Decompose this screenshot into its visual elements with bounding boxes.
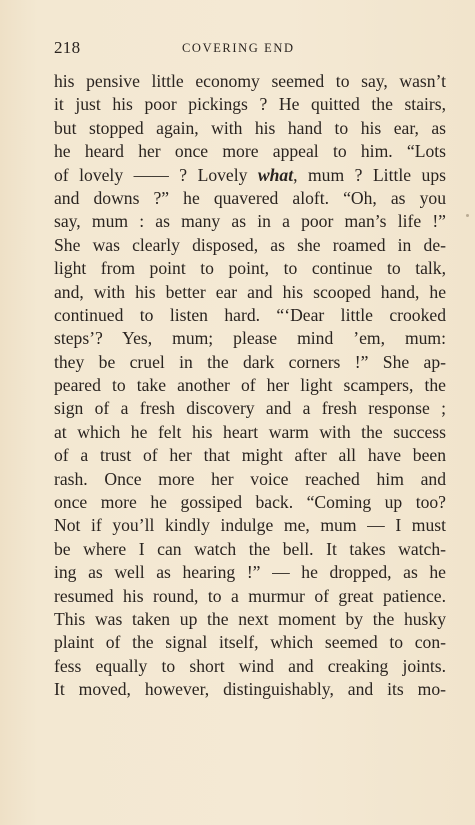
text-line: It moved, however, distinguishably, and its mo- bbox=[54, 679, 446, 700]
text-line: and, with his better ear and his scooped hand, he bbox=[54, 281, 446, 302]
text-line: and downs ?” he quavered aloft. “Oh, as you bbox=[54, 187, 446, 208]
text-line: plaint of the signal itself, which seemed to con- bbox=[54, 632, 446, 653]
text-line: rash. Once more her voice reached him and bbox=[54, 468, 446, 489]
text-line: he heard her once more appeal to him. “Lots bbox=[54, 141, 446, 162]
emphasis: what bbox=[257, 164, 294, 185]
text-line: once more he gossiped back. “Coming up too? bbox=[54, 492, 446, 513]
text-line: say, mum : as many as in a poor man’s life !” bbox=[54, 211, 446, 232]
text-line: Not if you’ll kindly indulge me, mum — I must bbox=[54, 515, 446, 536]
text-line: continued to listen hard. “‘Dear little crooked bbox=[54, 304, 446, 325]
text-line: fess equally to short wind and creaking joints. bbox=[54, 655, 446, 676]
text-line: ing as well as hearing !” — he dropped, as he bbox=[54, 562, 446, 583]
text-line: resumed his round, to a murmur of great patience. bbox=[54, 585, 446, 606]
text-line: peared to take another of her light scampers, the bbox=[54, 375, 446, 396]
text-line: they be cruel in the dark corners !” She ap- bbox=[54, 351, 446, 372]
paper-speck bbox=[466, 214, 469, 217]
text-line: sign of a fresh discovery and a fresh response ; bbox=[54, 398, 446, 419]
text-line: but stopped again, with his hand to his ear, as bbox=[54, 117, 446, 138]
text-line: be where I can watch the bell. It takes watch- bbox=[54, 538, 446, 559]
text-line: it just his poor pickings ? He quitted the stairs, bbox=[54, 94, 446, 115]
text-line: at which he felt his heart warm with the success bbox=[54, 421, 446, 442]
text-line: This was taken up the next moment by the husky bbox=[54, 608, 446, 629]
body-text bbox=[54, 70, 446, 702]
text-line: light from point to point, to continue to talk, bbox=[54, 258, 446, 279]
text-line: steps’? Yes, mum; please mind ’em, mum: bbox=[54, 328, 446, 349]
text-line: She was clearly disposed, as she roamed in de- bbox=[54, 234, 446, 255]
page-header bbox=[54, 38, 446, 60]
page-number: 218 bbox=[54, 38, 81, 57]
running-head: COVERING END bbox=[182, 41, 295, 55]
text-line: his pensive little economy seemed to say, wasn’t bbox=[54, 71, 446, 91]
text-line: of lovely —— ? Lovely what, mum ? Little ups bbox=[54, 164, 446, 185]
text-line: of a trust of her that might after all have been bbox=[54, 445, 446, 466]
